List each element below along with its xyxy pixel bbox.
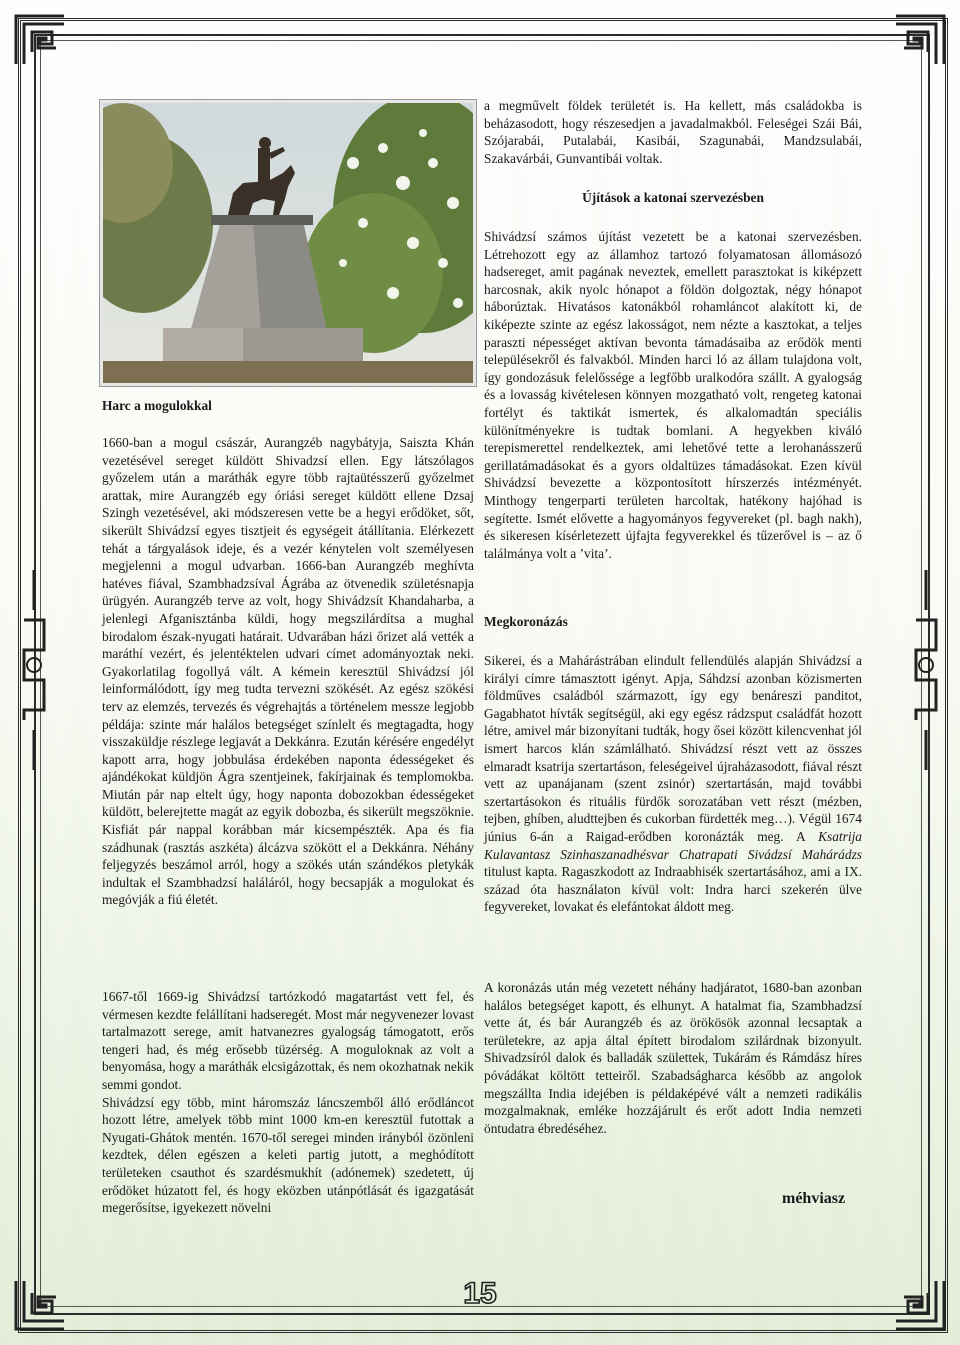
coronation-text [484, 652, 862, 916]
side-ornament-icon [20, 570, 48, 770]
text-run: Sikerei, és a Mahárástrában elindult fellendülés alapján Shivádzsí a királyi címre támasztott igényt. Apja, Sáhdzsí azonban közismerten földműves családból származott, így egy benáreszi panditot, Gagabhatot hívták segítségül, aki egy egész rádzsput családfát hozott létre, amivel már bizonyítani tudták, hogy ősei között kilencvenhat jól ismert harcos klán számlálható. Shivádzsí részt vett az összes elmaradt ksatrija szertartáson, feleségeivel újraházasodott, fiával részt vett az upanájanam (szent zsinór) szertartásán, majd további szertartásokon és rituális fürdők sorozatában vett részt (mézben, tejben, ghíben, aludttejben és cukorban fürdették meg…). Végül 1674 június 6-án a Raigad-erődben koronázták meg. A [484, 653, 862, 844]
left-bottom-text [102, 988, 474, 1217]
closing-text [484, 979, 862, 1137]
paragraph: a megművelt földek területét is. Ha kellett, más családokba is beházasodott, hogy részesedjen a javadalmakból. Feleségei Szái Bái, Szójarabái, Putalabái, Kasibái, Szagunabái, Mandzsulabái, Szakavárbái, Gunvantibái voltak. [484, 98, 862, 166]
side-ornament-icon [912, 570, 940, 770]
paragraph: 1660-ban a mogul császár, Aurangzéb nagybátyja, Saiszta Khán vezetésével sereget küldött Shivadzsí ellen. Egy látszólagos győzelem után a maráthák egyre több rajtaütésszerű győzelmet arattak, mire Aurangzéb egy óriási sereget küldött ellene Dzsaj Szingh vezetésével, aki módszeresen vette be a hegyi erődöket, sőt, sikerült Shivádzsí egyes tisztjeit és egységeit átállítania. Elérkezett tehát a tárgyalások ideje, és a vezér kénytelen volt személyesen megjelenni a mogul udvarban. 1666-ban Aurangzéb meghívta hatéves fiával, Szambhadzsíval Ágrába az ötvenedik születésnapja ürügyén. Aurangzéb terve az volt, hogy Shivádzsít Khandaharba, a jelenlegi Afganisztánba küldi, hogy megszilárdítsa a mughal birodalom észak-nyugati határait. Udvarában házi őrizet alá vették a maráthí vezért, és jelentéktelen udvari címet adományoztak neki. Gyakorlatilag fogollyá vált. A kémein keresztül Shivádzsí jól leinformálódott, így meg tudta tervezni szökését. Az egész szökési terv az elemzés, tervezés és végrehajtás a történelem messze legjobb példája: szinte már halálos betegséget színlelt és megtagadta, hogy visszaküldje részlege legjavát a Dekkánra. Ezután kérésére engedélyt kapott arra, hogy jobbulása érdekében naponta édességeket és ajándékokat küldjön Ágra szentjeinek, fakírjainak és templomokba. Miután pár nap eltelt úgy, hogy naponta dobozokban édességeket küldött, belerejtette magát az egyik dobozba, és sikerült megszöknie. Kisfiát pár nappal korábban már kicsempészték. Apa és fia szádhunak (rasztás aszkéta) álcázva szökött el a Dekkánra. Néhány feljegyzés beszámol arról, hogy a szökés után szándékos pletykák indultak el Szambhadzsí haláláról, hogy becsapják a mogulokat és megóvják a fiú életét. [102, 435, 474, 908]
corner-ornament-icon [892, 12, 948, 68]
mogul-text [102, 434, 474, 909]
text-run: titulust kapta. Ragaszkodott az Indraabhisék szertartásához, ami a IX. század óta használaton kívül volt: Indra harci szekerén ülve fegyvereket, lovakat és elefántokat áldott meg. [484, 864, 862, 915]
author-signature: méhviasz [782, 1190, 846, 1207]
statue-photo [100, 100, 476, 386]
paragraph: A koronázás után még vezetett néhány hadjáratot, 1680-ban azonban halálos betegséget kapott, és elhunyt. A hatalmat fia, Szambhadzsí vette át, és bár Aurangzéb és az örökösök azonnal lecsaptak a területekre, az apja által épített birodalom szilárdnak bizonyult. Shivadzsíról dalok és balladák születtek, Tukárám és Rámdász híres póvádákat költött tetteiről. Szabadságharca később az angolok megszállta India idejében is példaképévé vált a nemzeti radikális mozgalmaknak, emléke hozzájárult és erőt adott India nemzeti öntudatra ébredéséhez. [484, 980, 862, 1136]
section-heading-mogul: Harc a mogulokkal [102, 398, 212, 413]
corner-ornament-icon [12, 12, 68, 68]
military-text [484, 228, 862, 562]
paragraph: Shivádzsí egy több, mint háromszáz láncszemből álló erődláncot hozott létre, amelyek több mint 1000 km-en keresztül futottak a Nyugati-Ghátok mentén. 1670-től seregei minden irányból özönleni kezdtek, délen egészen a keleti partig jutott, a meghódított területeken csauthot és szardésmukhít (adónemek) szedetett, új erődöket húzatott fel, és hogy eközben utánpótlását és igazgatását megerősítse, igyekezett növelni [102, 1094, 474, 1216]
right-intro-text [484, 97, 862, 167]
royal-title: Ksatrija Kulavantasz Szinhaszanadhésvar Chatrapati Sivádzsí Mahárádzs [484, 828, 862, 862]
corner-ornament-icon [12, 1277, 68, 1333]
section-heading-coronation: Megkoronázás [484, 614, 568, 629]
paragraph: Shivádzsí számos újítást vezetett be a katonai szervezésben. Létrehozott egy az államhoz tartozó folyamatosan állomásozó hadsereget, amit pagának neveztek, emellett parasztokat is kiképzett harcosnak, akik nyolc hónapot a földön dolgoztak, négy hónapot háborúztak. Hivatásos katonákból rohamláncot alakított ki, de kiképezte szinte az egész lakosságot, nem nézte a kasztokat, a teljes paraszti népességet aktívan bevonta támadásaiba az erődök menti településekről és falvakból. Minden harci ló az állam tulajdona volt, így gondozásuk felelőssége a legfőbb uralkodóra szállt. A gyalogság és a lovasság kivételesen könnyen mozgatható volt, rengeteg katonai fortélyt és taktikát ismertek, és alkalomadtán speciális különítményekre is tudtak bomlani. A hegyekben kiváló terepismerettel rendelkeztek, ami lehetővé tette a lerohanásszerű gerillatámadásokat és a gyors oldaltüzes támadásokat. Ezen kívül Shivádzsí bevezette a központosított hírszerzés intézményét. Minthogy tengerparti területen harcoltak, hatékony hajóhad is segítette. Ismét elővette a hagyományos fegyvereket (pl. bagh nakh), és sikeresen kísérletezett újfajta fegyverekkel és tűzerővel is – az ő találmánya volt a ’vita’. [484, 229, 862, 561]
paragraph: 1667-től 1669-ig Shivádzsí tartózkodó magatartást vett fel, és vérmesen kezdte felállítani hadseregét. Most már negyvenezer lovast tartalmazott serege, amit hatvanezres gyalogság támogatott, erős tengeri had, és még erősebb tüzérség. A moguloknak az volt a benyomása, hogy a maráthák elcsigázottak, és nem okozhatnak nekik semmi gondot. [102, 989, 474, 1092]
page-number-glyph [460, 1275, 500, 1309]
page-number-text: 15 [463, 1277, 497, 1309]
paragraph [484, 652, 862, 916]
page-number [460, 1275, 500, 1309]
corner-ornament-icon [892, 1277, 948, 1333]
section-heading-military: Újítások a katonai szervezésben [582, 190, 764, 205]
statue-image [103, 103, 473, 383]
